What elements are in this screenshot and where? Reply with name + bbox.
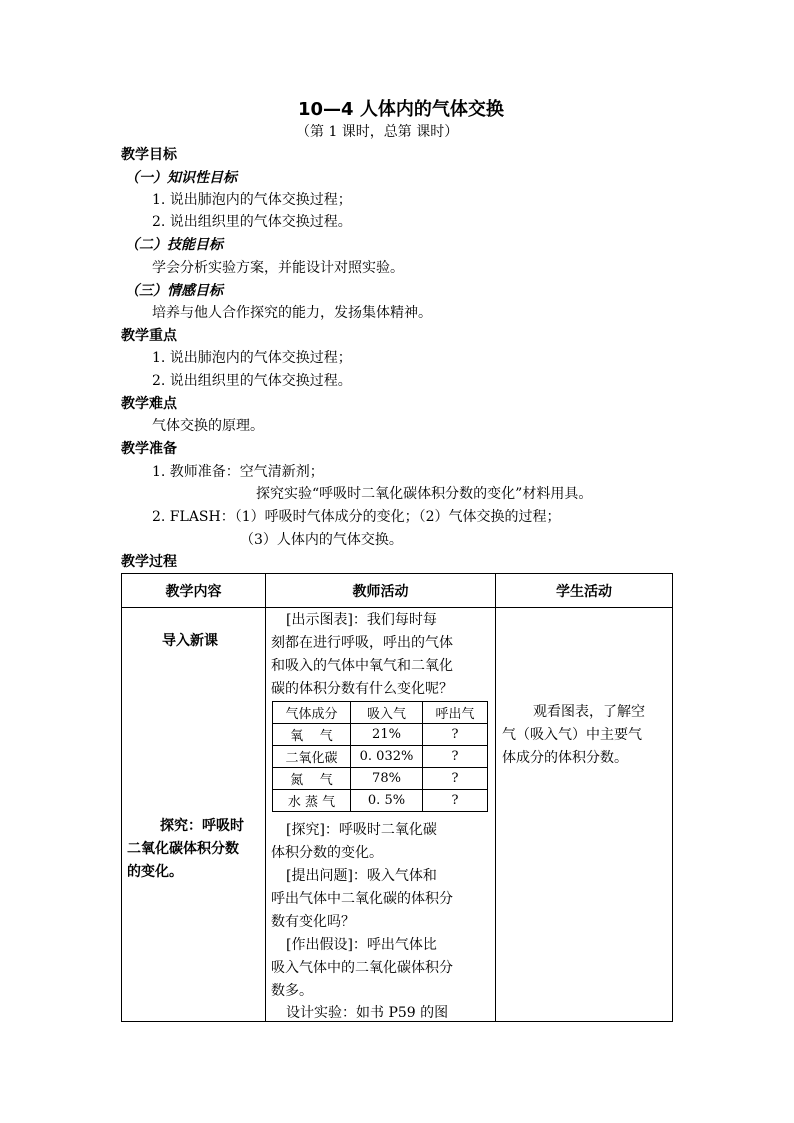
gas-table-row [273, 746, 488, 768]
preparation-line: （3）人体内的气体交换。 [240, 532, 403, 548]
skill-text: 学会分析实验方案，并能设计对照实验。 [152, 260, 404, 276]
page-title: 10—4 人体内的气体交换 [298, 99, 504, 120]
student-text-line: 观看图表，了解空 [533, 704, 645, 720]
student-cell [496, 608, 673, 1022]
objectives-heading: 教学目标 [121, 147, 177, 163]
skill-heading: （二）技能目标 [125, 237, 223, 253]
keypoints-heading: 教学重点 [121, 328, 177, 344]
gas-name: 水 蒸 气 [273, 790, 351, 812]
content-explore-line: 的变化。 [127, 864, 183, 880]
teacher-text-line: 设计实验：如书 P59 的图 [286, 1005, 449, 1021]
gas-name: 二氧化碳 [273, 746, 351, 768]
gas-column-header: 呼出气 [423, 702, 488, 724]
difficulty-heading: 教学难点 [121, 396, 177, 412]
gas-exhaled: ? [423, 746, 488, 768]
gas-column-header: 吸入气 [351, 702, 423, 724]
gas-inhaled: 21% [351, 724, 423, 746]
preparation-line: 探究实验“呼吸时二氧化碳体积分数的变化”材料用具。 [256, 486, 593, 502]
gas-exhaled: ? [423, 724, 488, 746]
teacher-text-line: 碳的体积分数有什么变化呢？ [271, 681, 453, 697]
student-text-line: 体成分的体积分数。 [502, 750, 628, 766]
content-explore-line: 二氧化碳体积分数 [127, 841, 239, 857]
teacher-text-line: 和吸入的气体中氧气和二氧化 [271, 658, 453, 674]
emotion-text: 培养与他人合作探究的能力，发扬集体精神。 [152, 305, 432, 321]
preparation-heading: 教学准备 [121, 441, 177, 457]
teacher-text-line: [提出问题]：吸入气体和 [286, 868, 437, 884]
gas-exhaled: ? [423, 790, 488, 812]
content-intro: 导入新课 [162, 633, 218, 649]
keypoint-item: 1. 说出肺泡内的气体交换过程； [152, 350, 352, 366]
keypoint-item: 2. 说出组织里的气体交换过程。 [152, 373, 352, 389]
knowledge-heading: （一）知识性目标 [125, 170, 237, 186]
process-heading: 教学过程 [121, 554, 177, 570]
gas-table-row [273, 724, 488, 746]
teacher-text-line: 数多。 [271, 983, 313, 999]
difficulty-text: 气体交换的原理。 [152, 418, 264, 434]
teacher-text-line: 刻都在进行呼吸，呼出的气体 [271, 635, 453, 651]
process-header-row [122, 574, 673, 608]
preparation-line: 2. FLASH：（1）呼吸时气体成分的变化；（2）气体交换的过程； [152, 509, 561, 525]
column-header: 教师活动 [266, 574, 496, 608]
content-cell [122, 608, 266, 1022]
gas-table-header [273, 702, 488, 724]
teacher-text-line: [出示图表]：我们每时每 [286, 612, 437, 628]
page-subtitle: （第 1 课时，总第 课时） [296, 124, 459, 140]
gas-table-row [273, 768, 488, 790]
process-row [122, 608, 673, 1022]
gas-exhaled: ? [423, 768, 488, 790]
column-header: 学生活动 [496, 574, 673, 608]
gas-name: 氧 气 [273, 724, 351, 746]
teacher-text-line: 数有变化吗？ [271, 914, 355, 930]
gas-name: 氮 气 [273, 768, 351, 790]
teacher-text-line: [探究]：呼吸时二氧化碳 [286, 822, 437, 838]
knowledge-item: 1. 说出肺泡内的气体交换过程； [152, 192, 352, 208]
teacher-text-line: [作出假设]：呼出气体比 [286, 937, 437, 953]
student-text-line: 气（吸入气）中主要气 [502, 727, 642, 743]
gas-inhaled: 78% [351, 768, 423, 790]
gas-column-header: 气体成分 [273, 702, 351, 724]
knowledge-item: 2. 说出组织里的气体交换过程。 [152, 214, 352, 230]
teacher-text-line: 体积分数的变化。 [271, 845, 383, 861]
gas-table-row [273, 790, 488, 812]
preparation-line: 1. 教师准备：空气清新剂； [152, 464, 324, 480]
gas-inhaled: 0. 5% [351, 790, 423, 812]
teacher-text-line: 吸入气体中的二氧化碳体积分 [271, 960, 453, 976]
teacher-cell [266, 608, 496, 1022]
gas-table [272, 701, 488, 812]
process-table [121, 573, 673, 1022]
teacher-text-line: 呼出气体中二氧化碳的体积分 [271, 891, 453, 907]
content-explore-line: 探究：呼吸时 [160, 818, 244, 834]
column-header: 教学内容 [122, 574, 266, 608]
emotion-heading: （三）情感目标 [125, 283, 223, 299]
gas-inhaled: 0. 032% [351, 746, 423, 768]
